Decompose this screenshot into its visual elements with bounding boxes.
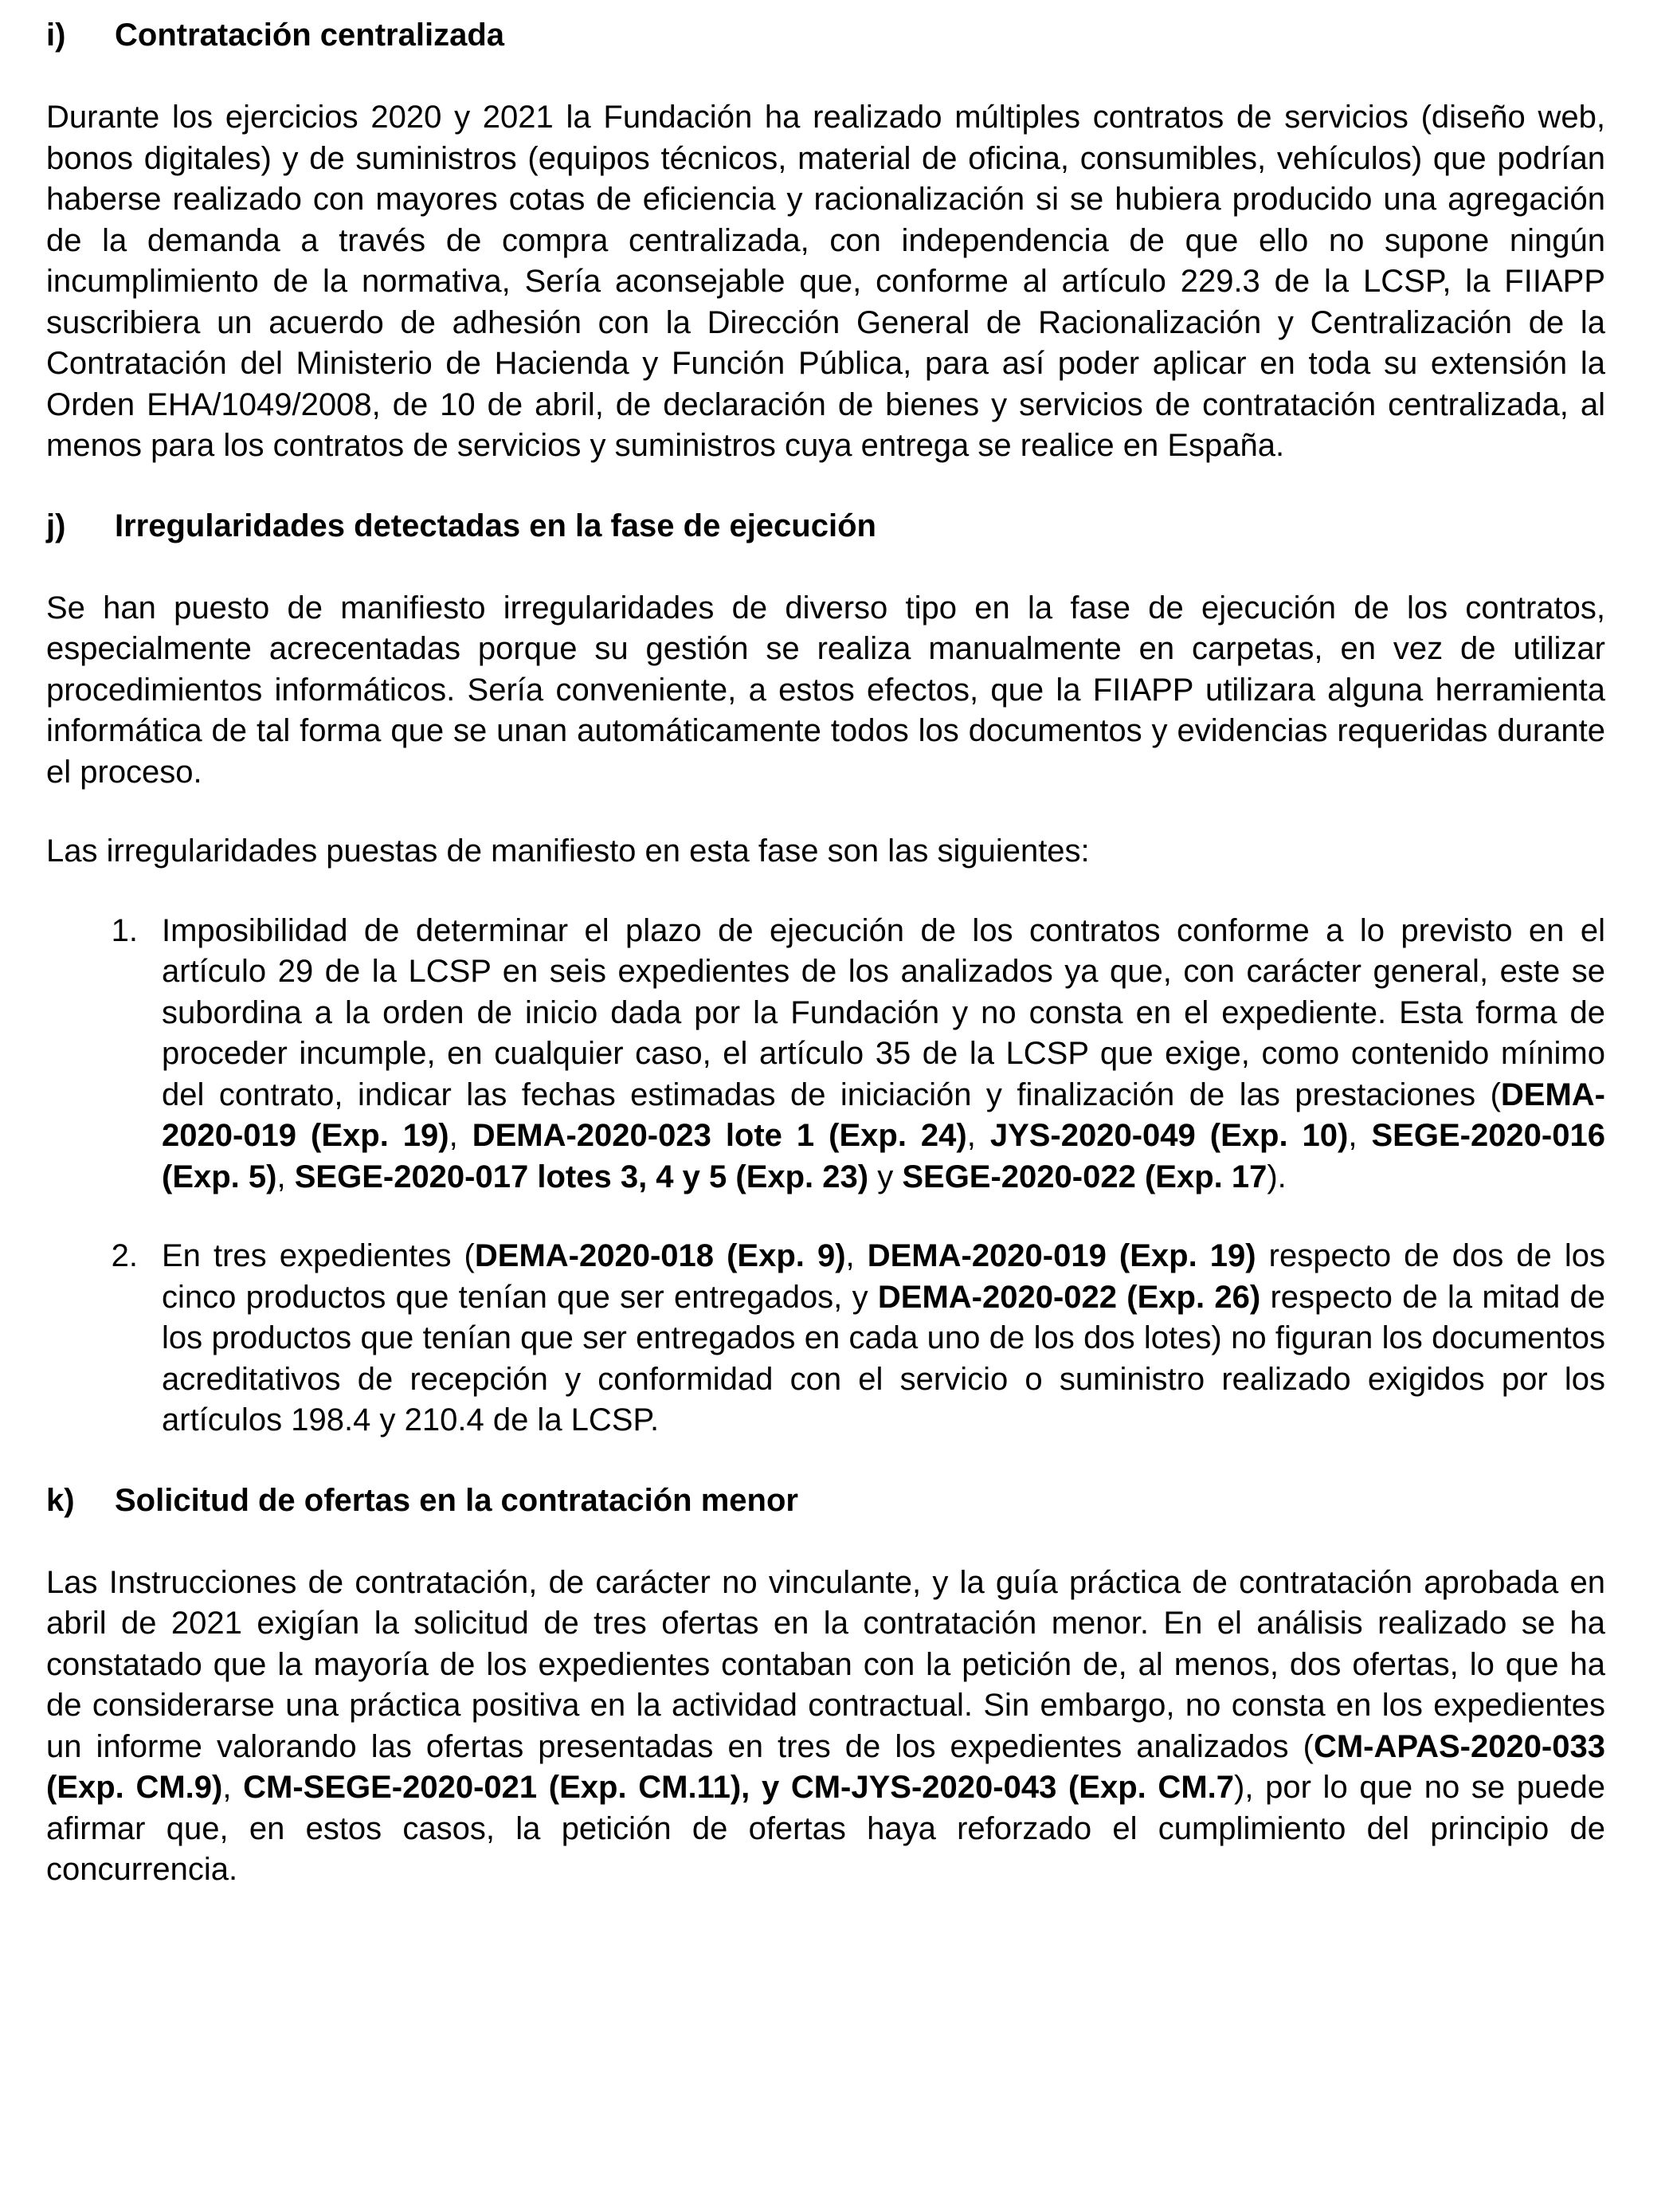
list-item-text <box>162 911 1605 1198</box>
text-segment: En tres expedientes ( <box>162 1238 475 1273</box>
text-segment: ), por lo que no se puede afirmar que, en estos casos, la petición de ofertas haya reforzado el cumplimiento del principio de concurrencia. <box>46 1770 1605 1887</box>
text-segment: ). <box>1267 1159 1287 1194</box>
list-item-text <box>162 1236 1605 1441</box>
section-title: Irregularidades detectadas en la fase de ejecución <box>115 508 876 543</box>
text-segment: , <box>966 1118 990 1153</box>
expediente-reference: DEMA-2020-019 (Exp. 19) <box>162 1077 1605 1153</box>
text-segment: Durante los ejercicios 2020 y 2021 la Fundación ha realizado múltiples contratos de servicios (diseño web, bonos digitales) y de suministros (equipos técnicos, material de oficina, consumibles, vehículos) que podrían haberse realizado con mayores cotas de eficiencia y racionalización si se hubiera producido una agregación de la demanda a través de compra centralizada, con independencia de que ello no supone ningún incumplimiento de la normativa, Sería aconsejable que, conforme al artículo 229.3 de la LCSP, la FIIAPP suscribiera un acuerdo de adhesión con la Dirección General de Racionalización y Centralización de la Contratación del Ministerio de Hacienda y Función Pública, para así poder aplicar en toda su extensión la Orden EHA/1049/2008, de 10 de abril, de declaración de bienes y servicios de contratación centralizada, al menos para los contratos de servicios y suministros cuya entrega se realice en España. <box>46 100 1605 463</box>
list-item <box>46 911 1605 1198</box>
section-i <box>46 14 1605 467</box>
section-letter: i) <box>46 18 66 53</box>
text-segment: Imposibilidad de determinar el plazo de ejecución de los contratos conforme a lo previsto en el artículo 29 de la LCSP en seis expedientes de los analizados ya que, con carácter general, este se subordina a la orden de inicio dada por la Fundación y no consta en el expediente. Esta forma de proceder incumple, en cualquier caso, el artículo 35 de la LCSP que exige, como contenido mínimo del contrato, indicar las fechas estimadas de iniciación y finalización de las prestaciones ( <box>162 912 1605 1112</box>
list-item-number: 2. <box>111 1238 138 1273</box>
text-segment: Las irregularidades puestas de manifiesto en esta fase son las siguientes: <box>46 833 1090 869</box>
text-segment: , <box>222 1770 244 1805</box>
text-segment: respecto de la mitad de los productos que tenían que ser entregados en cada uno de los dos lotes) no figuran los documentos acreditativos de recepción y conformidad con el servicio o suministro realizado exigidos por los artículos 198.4 y 210.4 de la LCSP. <box>162 1279 1605 1437</box>
text-segment: , <box>1348 1118 1372 1153</box>
expediente-reference: SEGE-2020-017 lotes 3, 4 y 5 (Exp. 23) <box>294 1159 869 1194</box>
section-heading <box>46 14 1605 56</box>
expediente-reference: SEGE-2020-016 (Exp. 5) <box>162 1118 1605 1194</box>
paragraph <box>46 588 1605 794</box>
list-item-number: 1. <box>111 912 138 948</box>
text-segment: Las Instrucciones de contratación, de carácter no vinculante, y la guía práctica de contratación aprobada en abril de 2021 exigían la solicitud de tres ofertas en la contratación menor. En el análisis realizado se ha constatado que la mayoría de los expedientes contaban con la petición de, al menos, dos ofertas, lo que ha de considerarse una práctica positiva en la actividad contractual. Sin embargo, no consta en los expedientes un informe valorando las ofertas presentadas en tres de los expedientes analizados ( <box>46 1564 1605 1764</box>
expediente-reference: CM-SEGE-2020-021 (Exp. CM.11), y CM-JYS-2020-043 (Exp. CM.7 <box>243 1770 1234 1805</box>
numbered-list <box>46 911 1605 1441</box>
expediente-reference: SEGE-2020-022 (Exp. 17 <box>902 1159 1267 1194</box>
section-title: Contratación centralizada <box>115 18 505 53</box>
expediente-reference: CM-APAS-2020-033 (Exp. CM.9) <box>46 1728 1605 1805</box>
text-segment: y <box>868 1159 903 1194</box>
expediente-reference: DEMA-2020-022 (Exp. 26) <box>877 1279 1261 1315</box>
text-segment: , <box>276 1159 295 1194</box>
list-item <box>46 1236 1605 1441</box>
section-j <box>46 505 1605 1441</box>
text-segment: , <box>449 1118 472 1153</box>
paragraph <box>46 97 1605 467</box>
paragraph <box>46 831 1605 873</box>
section-title: Solicitud de ofertas en la contratación menor <box>115 1482 798 1518</box>
expediente-reference: DEMA-2020-023 lote 1 (Exp. 24) <box>472 1118 967 1153</box>
section-k <box>46 1480 1605 1891</box>
expediente-reference: JYS-2020-049 (Exp. 10) <box>989 1118 1349 1153</box>
text-segment: Se han puesto de manifiesto irregularidades de diverso tipo en la fase de ejecución de los contratos, especialmente acrecentadas porque su gestión se realiza manualmente en carpetas, en vez de utilizar procedimientos informáticos. Sería conveniente, a estos efectos, que la FIIAPP utilizara alguna herramienta informática de tal forma que se unan automáticamente todos los documentos y evidencias requeridas durante el proceso. <box>46 590 1605 790</box>
section-letter: k) <box>46 1482 75 1518</box>
expediente-reference: DEMA-2020-019 (Exp. 19) <box>867 1238 1256 1273</box>
section-heading <box>46 1480 1605 1521</box>
text-segment: respecto de dos de los cinco productos que tenían que ser entregados, y <box>162 1238 1605 1315</box>
expediente-reference: DEMA-2020-018 (Exp. 9) <box>474 1238 846 1273</box>
section-heading <box>46 505 1605 547</box>
section-letter: j) <box>46 508 66 543</box>
text-segment: , <box>845 1238 868 1273</box>
paragraph <box>46 1563 1605 1891</box>
